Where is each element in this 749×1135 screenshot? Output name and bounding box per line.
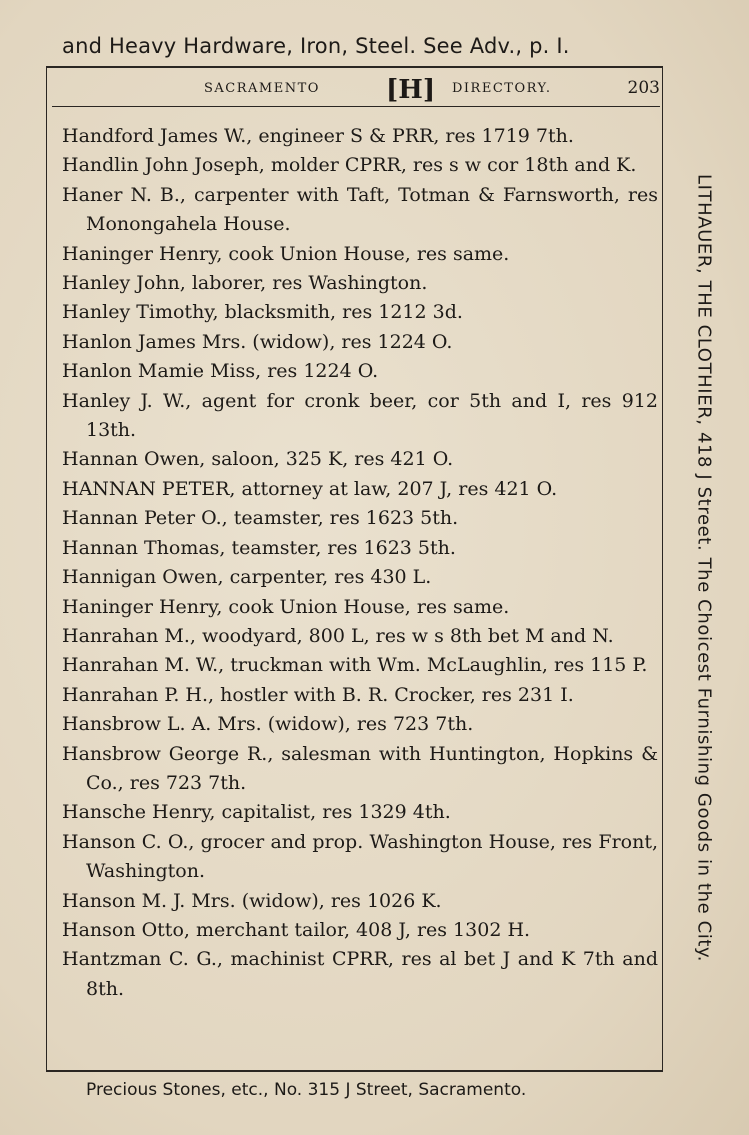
directory-entry: Hansche Henry, capitalist, res 1329 4th. xyxy=(62,801,451,824)
directory-entry: Hannan Peter O., teamster, res 1623 5th. xyxy=(62,507,459,530)
directory-entry: Hanrahan P. H., hostler with B. R. Crocker, res 231 I. xyxy=(62,683,574,706)
directory-entry: Handford James W., engineer S & PRR, res 1719 7th. xyxy=(62,125,574,147)
directory-entry: Haninger Henry, cook Union House, res same. xyxy=(62,595,510,618)
page-number: 203 xyxy=(627,78,660,98)
header-city: SACRAMENTO xyxy=(204,81,320,96)
directory-entries xyxy=(62,122,658,1004)
directory-entry: Hanley J. W., agent for cronk beer, cor 5th and I, res 912 13th. xyxy=(62,389,658,442)
directory-entry: Hanson M. J. Mrs. (widow), res 1026 K. xyxy=(62,889,442,912)
directory-entry: Hanrahan M. W., truckman with Wm. McLaughlin, res 115 P. xyxy=(62,654,648,677)
directory-entry: Hanson C. O., grocer and prop. Washington House, res Front, Washington. xyxy=(62,830,658,883)
directory-entry: Hanley Timothy, blacksmith, res 1212 3d. xyxy=(62,301,463,324)
header-directory: DIRECTORY. xyxy=(452,81,552,96)
directory-entry: Hanley John, laborer, res Washington. xyxy=(62,272,428,295)
directory-entry: Hannigan Owen, carpenter, res 430 L. xyxy=(62,566,432,589)
directory-entry: HANNAN PETER, attorney at law, 207 J, res 421 O. xyxy=(62,477,558,500)
directory-entry: Haner N. B., carpenter with Taft, Totman & Farnsworth, res Monongahela House. xyxy=(62,183,658,236)
directory-entry: Hanlon James Mrs. (widow), res 1224 O. xyxy=(62,330,453,353)
directory-entry: Hansbrow George R., salesman with Huntington, Hopkins & Co., res 723 7th. xyxy=(62,742,658,794)
header-section-letter: [H] xyxy=(386,75,436,105)
directory-entry: Handlin John Joseph, molder CPRR, res s w cor 18th and K. xyxy=(62,154,637,177)
directory-entry: Hannan Thomas, teamster, res 1623 5th. xyxy=(62,536,456,559)
bottom-banner-ad: Precious Stones, etc., No. 315 J Street, Sacramento. xyxy=(86,1080,527,1100)
running-header xyxy=(52,76,660,107)
directory-entry: Hanlon Mamie Miss, res 1224 O. xyxy=(62,360,379,383)
directory-entry: Hanrahan M., woodyard, 800 L, res w s 8th bet M and N. xyxy=(62,624,614,647)
side-margin-ad: LITHAUER, THE CLOTHIER, 418 J Street. The Choicest Furnishing Goods in the City. xyxy=(693,173,715,963)
directory-entry: Hannan Owen, saloon, 325 K, res 421 O. xyxy=(62,448,454,471)
directory-entry: Hansbrow L. A. Mrs. (widow), res 723 7th. xyxy=(62,713,474,736)
directory-entry: Hantzman C. G., machinist CPRR, res al bet J and K 7th and 8th. xyxy=(62,948,658,1000)
directory-entry: Haninger Henry, cook Union House, res same. xyxy=(62,242,510,265)
directory-entry: Hanson Otto, merchant tailor, 408 J, res 1302 H. xyxy=(62,918,531,941)
top-banner-ad: and Heavy Hardware, Iron, Steel. See Adv., p. I. xyxy=(62,34,570,58)
